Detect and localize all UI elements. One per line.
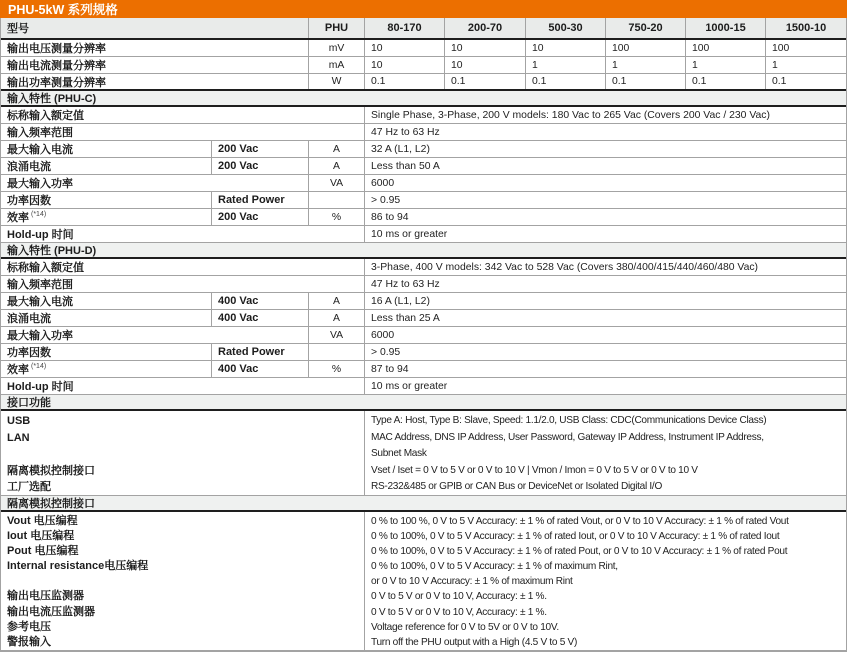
spec-row (1, 226, 846, 243)
section-title: 隔离模拟控制接口 (7, 498, 95, 510)
spec-value: 32 A (L1, L2) (364, 141, 846, 157)
spec-value: 10 ms or greater (364, 226, 846, 242)
resolution-row (1, 57, 846, 74)
spec-condition: Rated Power (211, 192, 308, 208)
section-header-interface (1, 395, 846, 411)
spec-label: Hold-up 时间 (7, 381, 74, 393)
spec-row (1, 141, 846, 158)
spec-label: Vout 电压编程 (7, 515, 78, 527)
spec-condition: Rated Power (211, 344, 308, 360)
spec-label-text: 效率 (7, 212, 29, 224)
spec-label: 最大输入功率 (7, 330, 73, 342)
spec-value: Voltage reference for 0 V to 5V or 0 V to 10V. (371, 621, 559, 633)
spec-value: RS-232&485 or GPIB or CAN Bus or DeviceNet or Isolated Digital I/O (371, 481, 662, 493)
unit-cell (308, 192, 364, 208)
spec-label: USB (7, 415, 31, 427)
spec-row (1, 175, 846, 192)
footnote-ref: (*14) (31, 210, 47, 218)
spec-label-text: 效率 (7, 364, 29, 376)
model-column-label: 型号 (7, 23, 29, 35)
resolution-row (1, 40, 846, 57)
model-value: 10 (364, 40, 444, 56)
spec-label: 最大输入电流 (7, 144, 73, 156)
spec-label: 警报输入 (7, 635, 51, 648)
unit-cell: A (308, 141, 364, 157)
section-title: 接口功能 (7, 397, 51, 409)
spec-label: 功率因数 (7, 347, 51, 359)
spec-value: 0 V to 5 V or 0 V to 10 V, Accuracy: ± 1 %. (371, 606, 547, 618)
spec-row (1, 344, 846, 361)
interface-labels (1, 411, 364, 495)
spec-label: 标称输入额定值 (7, 110, 84, 122)
model-name: 80-170 (364, 18, 444, 38)
spec-condition: 200 Vac (211, 141, 308, 157)
spec-label: 输入频率范围 (7, 127, 73, 139)
spec-value: Vset / Iset = 0 V to 5 V or 0 V to 10 V | Vmon / Imon = 0 V to 5 V or 0 V to 10 V (371, 464, 698, 476)
model-header-row (1, 18, 846, 40)
model-name: 1000-15 (685, 18, 765, 38)
spec-row (1, 209, 846, 226)
page-title: PHU-5kW 系列规格 (8, 3, 118, 17)
spec-row (1, 361, 846, 378)
spec-label: 工厂选配 (7, 481, 51, 494)
model-value: 0.1 (765, 74, 846, 89)
model-value: 100 (685, 40, 765, 56)
spec-label: 输出电压测量分辨率 (7, 43, 106, 55)
spec-label: 输出功率测量分辨率 (7, 76, 106, 89)
spec-value: 87 to 94 (364, 361, 846, 377)
section-title: 输入特性 (PHU-D) (7, 245, 97, 257)
spec-value: 0 V to 5 V or 0 V to 10 V, Accuracy: ± 1 %. (371, 591, 547, 603)
spec-condition: 400 Vac (211, 310, 308, 326)
spec-label: 输出电流测量分辨率 (7, 60, 106, 72)
model-value: 100 (605, 40, 685, 56)
spec-row (1, 310, 846, 327)
model-value: 10 (444, 57, 525, 73)
model-value: 0.1 (525, 74, 605, 89)
interface-block (1, 411, 846, 496)
unit-cell: % (308, 209, 364, 225)
spec-value: > 0.95 (364, 344, 846, 360)
footnote-ref: (*14) (31, 362, 47, 370)
spec-value: or 0 V to 10 V Accuracy: ± 1 % of maximum Rint (371, 576, 573, 588)
unit-cell (308, 344, 364, 360)
unit-cell: A (308, 158, 364, 174)
spec-label: 输入频率范围 (7, 279, 73, 291)
spec-value: 47 Hz to 63 Hz (364, 276, 846, 292)
unit-cell: A (308, 310, 364, 326)
spec-value: 86 to 94 (364, 209, 846, 225)
spec-label (1, 209, 211, 225)
spec-value: 0 % to 100%, 0 V to 5 V Accuracy: ± 1 % of maximum Rint, (371, 561, 618, 573)
spec-label: 功率因数 (7, 195, 51, 207)
spec-label-spacer (7, 446, 364, 463)
spec-value: 0 % to 100%, 0 V to 5 V Accuracy: ± 1 % of rated Pout, or 0 V to 10 V Accuracy: ± 1 % of rated Pout (371, 546, 788, 558)
spec-row (1, 192, 846, 209)
model-value: 10 (525, 40, 605, 56)
spec-condition: 200 Vac (211, 158, 308, 174)
spec-value: MAC Address, DNS IP Address, User Password, Gateway IP Address, Instrument IP Address, (371, 431, 764, 443)
model-value: 10 (444, 40, 525, 56)
spec-label: 输出电流压监测器 (7, 605, 95, 618)
model-value: 1 (765, 57, 846, 73)
page-title-banner (0, 0, 847, 18)
section-header-input-phu-c (1, 91, 846, 107)
spec-row (1, 293, 846, 310)
resolution-row (1, 74, 846, 91)
model-value: 1 (605, 57, 685, 73)
section-header-analog (1, 496, 846, 512)
spec-value: 47 Hz to 63 Hz (364, 124, 846, 140)
analog-labels (1, 512, 364, 650)
analog-values (364, 512, 846, 650)
spec-table (0, 18, 847, 652)
spec-label: 浪涌电流 (7, 161, 51, 173)
analog-block (1, 512, 846, 651)
spec-row (1, 124, 846, 141)
spec-condition: 200 Vac (211, 209, 308, 225)
spec-label: 最大输入电流 (7, 296, 73, 308)
unit-cell: W (308, 74, 364, 89)
spec-row (1, 378, 846, 395)
spec-value: > 0.95 (364, 192, 846, 208)
spec-label: 最大输入功率 (7, 178, 73, 190)
spec-row (1, 327, 846, 344)
spec-row (1, 158, 846, 175)
model-value: 1 (685, 57, 765, 73)
spec-value: Less than 50 A (364, 158, 846, 174)
spec-label: Pout 电压编程 (7, 545, 79, 558)
spec-value: Subnet Mask (371, 448, 427, 460)
spec-label: Internal resistance电压编程 (7, 560, 149, 573)
spec-row (1, 107, 846, 124)
unit-cell: mA (308, 57, 364, 73)
unit-cell: VA (308, 175, 364, 191)
spec-value: Turn off the PHU output with a High (4.5 V to 5 V) (371, 636, 578, 648)
model-name: 1500-10 (765, 18, 846, 38)
spec-value: 6000 (364, 175, 846, 191)
model-value: 0.1 (364, 74, 444, 89)
model-name: 500-30 (525, 18, 605, 38)
spec-label: Iout 电压编程 (7, 530, 75, 543)
spec-row (1, 259, 846, 276)
spec-value: 16 A (L1, L2) (364, 293, 846, 309)
model-value: 1 (525, 57, 605, 73)
unit-cell: VA (308, 327, 364, 343)
model-value: 0.1 (685, 74, 765, 89)
spec-condition: 400 Vac (211, 361, 308, 377)
spec-value: 10 ms or greater (364, 378, 846, 394)
spec-value: 0 % to 100 %, 0 V to 5 V Accuracy: ± 1 % of rated Vout, or 0 V to 10 V Accuracy: ± 1 % of rated Vout (371, 516, 789, 527)
spec-condition: 400 Vac (211, 293, 308, 309)
unit-column-header: PHU (308, 18, 364, 38)
spec-value: 6000 (364, 327, 846, 343)
spec-label-spacer (7, 574, 364, 589)
spec-row (1, 276, 846, 293)
interface-values (364, 411, 846, 495)
spec-value: Less than 25 A (364, 310, 846, 326)
spec-value: 3-Phase, 400 V models: 342 Vac to 528 Vac (Covers 380/400/415/440/460/480 Vac) (364, 259, 846, 275)
spec-label: Hold-up 时间 (7, 229, 74, 241)
section-title: 输入特性 (PHU-C) (7, 93, 97, 105)
spec-value: Type A: Host, Type B: Slave, Speed: 1.1/2.0, USB Class: CDC(Communications Device Class) (371, 415, 767, 426)
model-name: 750-20 (605, 18, 685, 38)
spec-value: 0 % to 100%, 0 V to 5 V Accuracy: ± 1 % of rated Iout, or 0 V to 10 V Accuracy: ± 1 % of rated Iout (371, 531, 780, 543)
model-value: 100 (765, 40, 846, 56)
spec-value: Single Phase, 3-Phase, 200 V models: 180 Vac to 265 Vac (Covers 200 Vac / 230 Vac) (364, 107, 846, 123)
model-value: 0.1 (444, 74, 525, 89)
spec-label: 隔离模拟控制接口 (7, 464, 95, 477)
section-header-input-phu-d (1, 243, 846, 259)
spec-label: 标称输入额定值 (7, 262, 84, 274)
spec-label (1, 361, 211, 377)
unit-cell: % (308, 361, 364, 377)
model-value: 10 (364, 57, 444, 73)
spec-label: 参考电压 (7, 620, 51, 633)
model-value: 0.1 (605, 74, 685, 89)
spec-label: LAN (7, 431, 30, 444)
spec-label: 输出电压监测器 (7, 590, 84, 603)
model-name: 200-70 (444, 18, 525, 38)
unit-cell: A (308, 293, 364, 309)
spec-label: 浪涌电流 (7, 313, 51, 325)
unit-cell: mV (308, 40, 364, 56)
